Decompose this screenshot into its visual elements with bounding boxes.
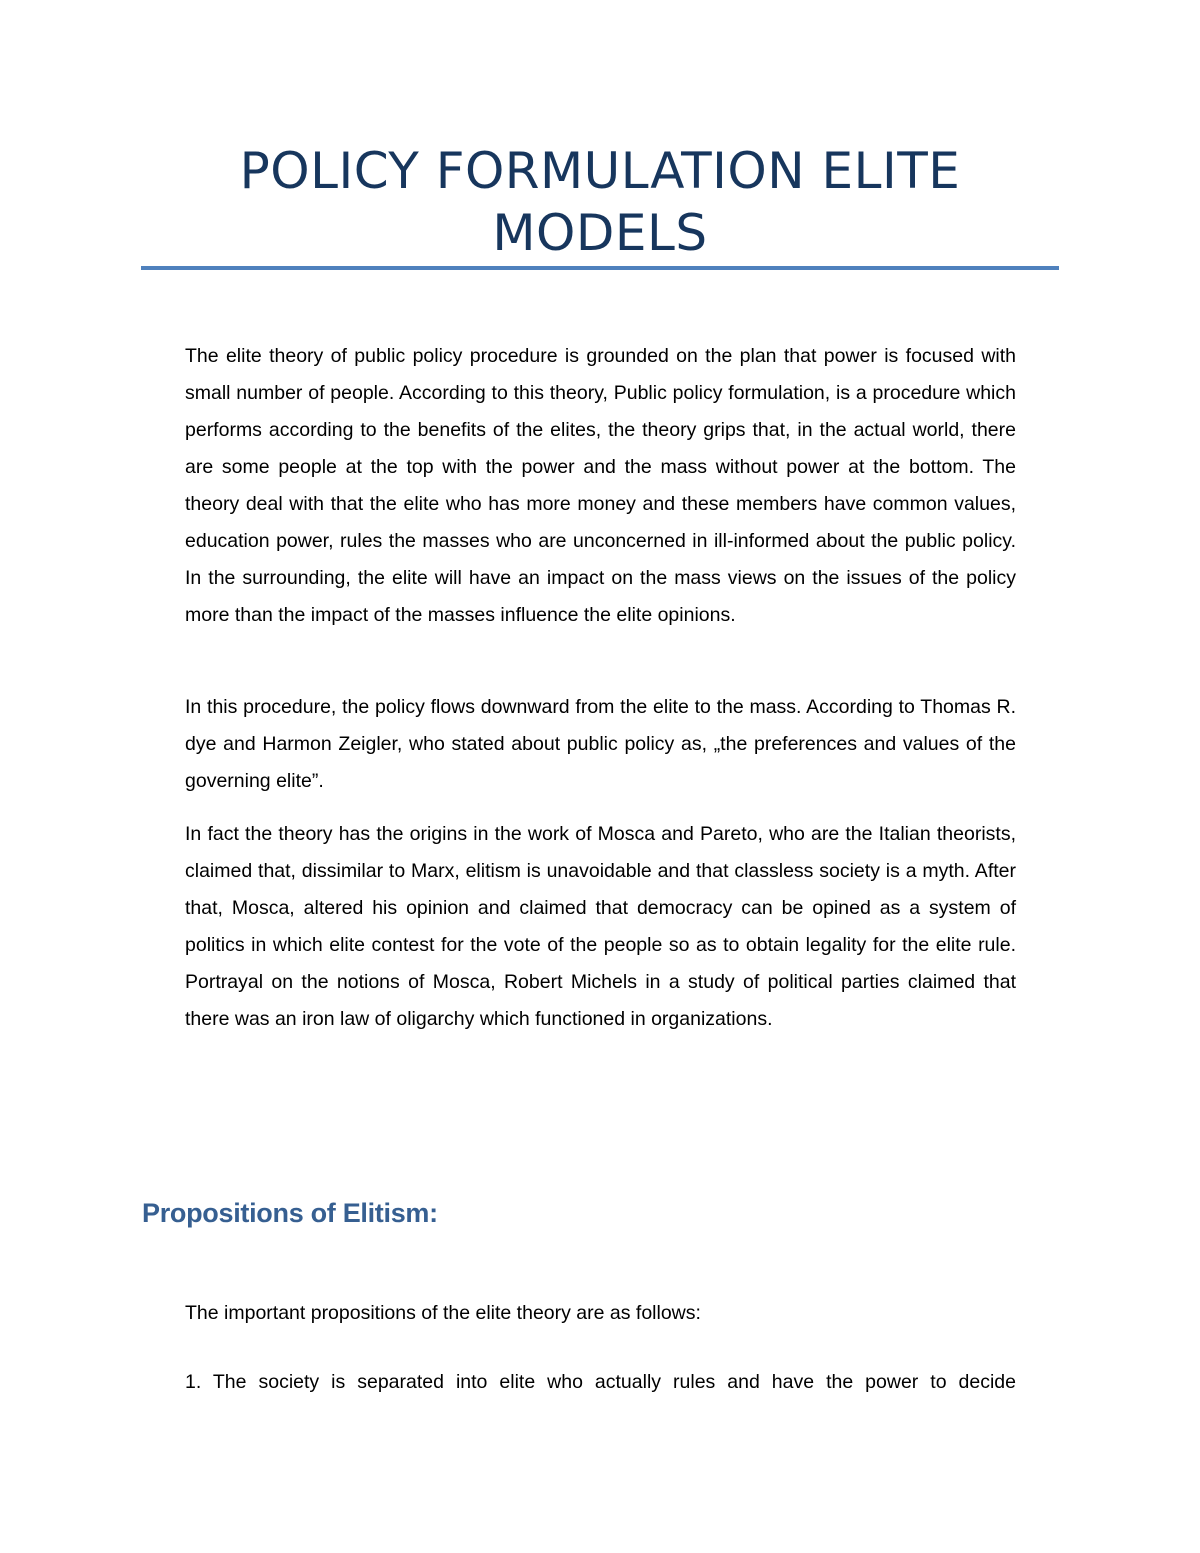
body-paragraph: In fact the theory has the origins in the work of Mosca and Pareto, who are the Italian theorists, claimed that, dissimilar to Marx, elitism is unavoidable and that classless society is a myth. After that, Mosca, altered his opinion and claimed that democracy can be opined as a system of politics in which elite contest for the vote of the people so as to obtain legality for the elite rule. Portrayal on the notions of Mosca, Robert Michels in a study of political parties claimed that there was an iron law of oligarchy which functioned in organizations. [185, 823, 1016, 1030]
document-title: POLICY FORMULATION ELITE MODELS [239, 142, 961, 262]
title-underline-rule [141, 266, 1059, 270]
list-item: 1. The society is separated into elite who actually rules and have the power to decide [185, 1371, 1016, 1393]
propositions-intro: The important propositions of the elite theory are as follows: [185, 1302, 701, 1324]
body-paragraph: In this procedure, the policy flows downward from the elite to the mass. According to Thomas R. dye and Harmon Zeigler, who stated about public policy as, „the preferences and values of the governing elite”. [185, 696, 1016, 792]
body-paragraph: The elite theory of public policy procedure is grounded on the plan that power is focused with small number of people. According to this theory, Public policy formulation, is a procedure which performs according to the benefits of the elites, the theory grips that, in the actual world, there are some people at the top with the power and the mass without power at the bottom. The theory deal with that the elite who has more money and these members have common values, education power, rules the masses who are unconcerned in ill-informed about the public policy. In the surrounding, the elite will have an impact on the mass views on the issues of the policy more than the impact of the masses influence the elite opinions. [185, 345, 1016, 626]
section-heading: Propositions of Elitism: [142, 1198, 438, 1228]
